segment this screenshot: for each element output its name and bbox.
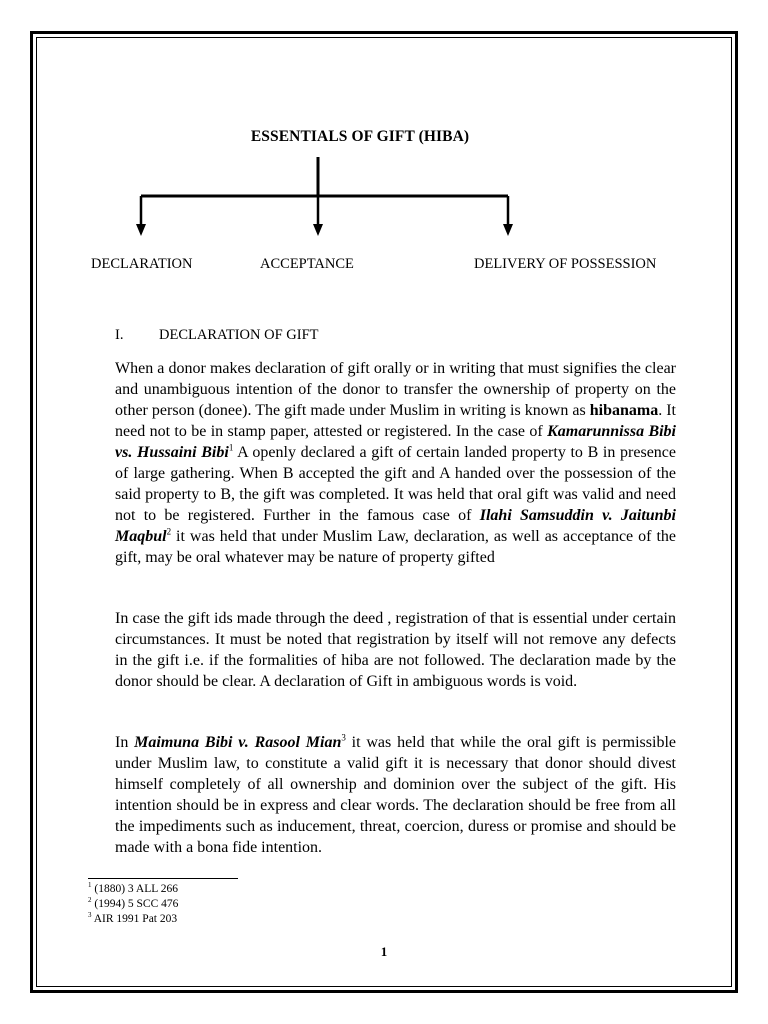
footnote-ref-1: 1 — [228, 442, 234, 453]
paragraph-1 — [115, 358, 676, 568]
footnote-number: 1 — [88, 881, 92, 890]
para1-text-4: it was held that under Muslim Law, declaration, as well as acceptance of the gift, may be oral whatever may be nature of property gifted — [115, 528, 676, 566]
footnote-text: AIR 1991 Pat 203 — [93, 913, 178, 925]
footnote — [88, 882, 178, 897]
node-declaration: DECLARATION — [91, 256, 193, 272]
document-title: ESSENTIALS OF GIFT (HIBA) — [250, 128, 470, 145]
footnotes — [88, 882, 178, 927]
section-number: I. — [115, 327, 124, 343]
term-hibanama: hibanama — [589, 402, 659, 419]
arrowhead-delivery — [503, 224, 513, 236]
footnote — [88, 912, 178, 927]
footnote-number: 2 — [88, 896, 92, 905]
case-citation-2: Ilahi Samsuddin v. Jaitunbi Maqbul — [115, 507, 677, 545]
arrowhead-declaration — [136, 224, 146, 236]
case-citation-1: Kamarunnissa Bibi vs. Hussaini Bibi — [115, 423, 677, 461]
footnote-text: (1994) 5 SCC 476 — [94, 898, 179, 910]
para3-text-2: it was held that while the oral gift is permissible under Muslim law, to constitute a valid gift it is necessary that donor should divest himself completely of all ownership and dominion over the subject of the gift. His intention should be in express and clear words. The declaration should be free from all the impediments such as inducement, threat, coercion, duress or promise and should be made with a bona fide intention. — [115, 734, 677, 856]
para1-text-1: When a donor makes declaration of gift orally or in writing that must signifies the clear and unambiguous intention of the donor to transfer the ownership of property on the other person (donee). The gift made under Muslim in writing is known as — [115, 360, 676, 419]
node-acceptance: ACCEPTANCE — [260, 256, 354, 272]
footnote — [88, 897, 178, 912]
page-number: 1 — [380, 944, 388, 959]
paragraph-2: In case the gift ids made through the deed , registration of that is essential under certain circumstances. It must be noted that registration by itself will not remove any defects in the gift i.e. if the formalities of hiba are not followed. The declaration made by the donor should be clear. A declaration of Gift in ambiguous words is void. — [115, 610, 676, 690]
footnote-ref-2: 2 — [166, 526, 172, 537]
para1-text-3: A openly declared a gift of certain landed property to B in presence of large gathering. When B accepted the gift and A handed over the possession of the said property to B, the gift was completed. It was held that oral gift was valid and need not to be registered. Further in the famous case of — [115, 444, 677, 524]
arrowhead-acceptance — [313, 224, 323, 236]
footnote-number: 3 — [88, 911, 92, 920]
para3-text-1: In — [115, 734, 135, 751]
hierarchy-diagram — [0, 0, 768, 300]
section-title: DECLARATION OF GIFT — [159, 327, 319, 343]
node-delivery-of-possession: DELIVERY OF POSSESSION — [474, 256, 657, 272]
footnote-ref-3: 3 — [341, 732, 346, 743]
section-heading — [115, 327, 319, 344]
footnote-separator — [88, 878, 238, 879]
case-citation-3: Maimuna Bibi v. Rasool Mian — [134, 734, 342, 751]
para1-text-2: . It need not to be in stamp paper, attested or registered. In the case of — [115, 402, 676, 440]
paragraph-3 — [115, 732, 676, 858]
footnote-text: (1880) 3 ALL 266 — [94, 883, 178, 895]
